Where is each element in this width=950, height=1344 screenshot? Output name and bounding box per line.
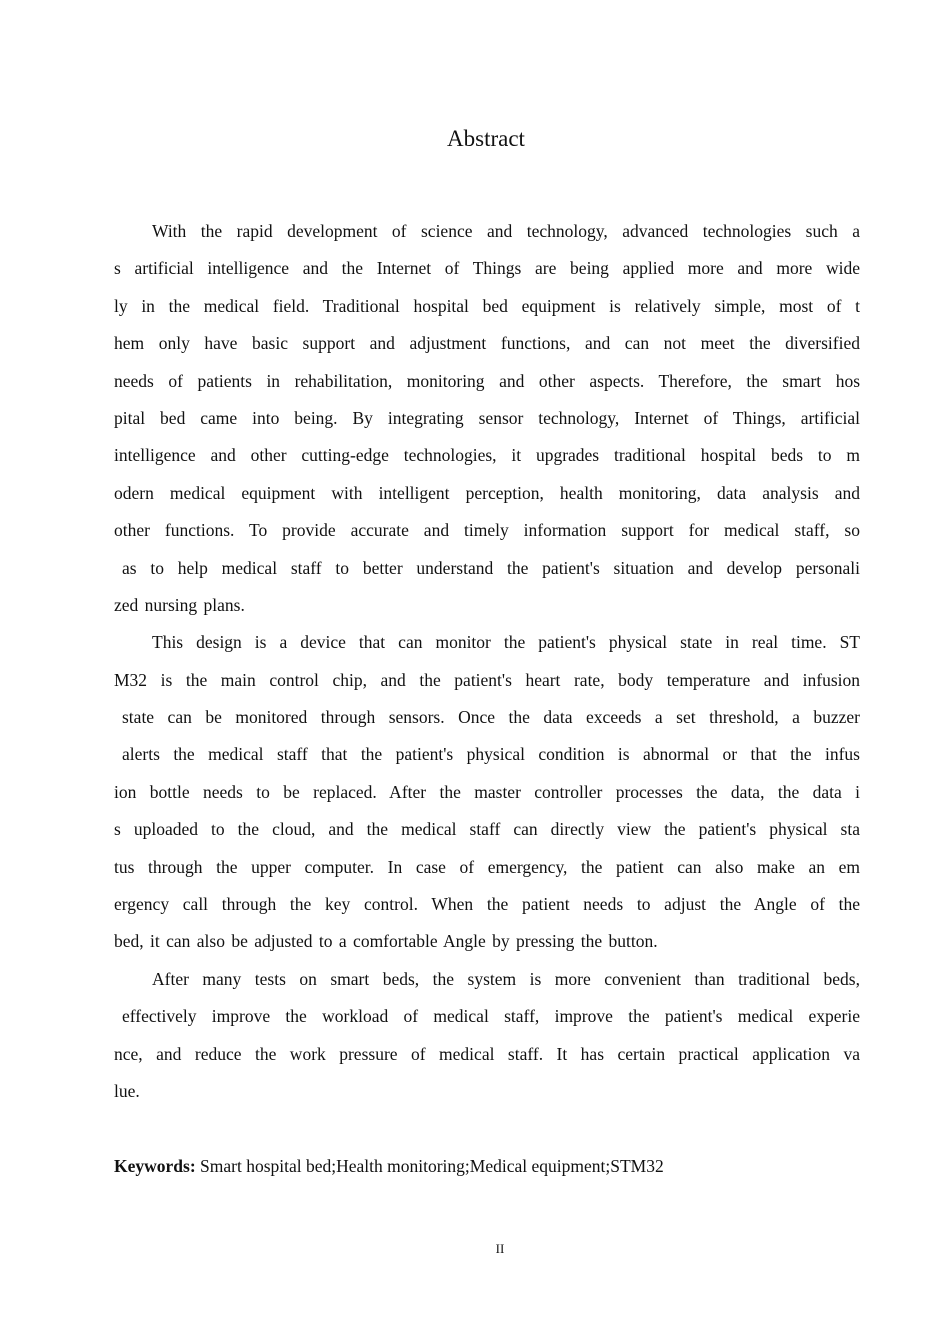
paragraph-3-line: nce, and reduce the work pressure of medical staff. It has certain practical application va [114,1043,860,1064]
paragraph-1-line: hem only have basic support and adjustment functions, and can not meet the diversified [114,333,860,354]
page-title: Abstract [447,126,525,151]
page-number: II [495,1241,505,1256]
paragraph-3-line: effectively improve the workload of medical staff, improve the patient's medical experie [122,1006,860,1027]
paragraph-1-line: ly in the medical field. Traditional hospital bed equipment is relatively simple, most of t [114,295,860,316]
paragraph-2-line: This design is a device that can monitor the patient's physical state in real time. ST [152,632,860,653]
paragraph-1-line: pital bed came into being. By integrating sensor technology, Internet of Things, artificial [114,407,860,428]
paragraph-2-line: state can be monitored through sensors. Once the data exceeds a set threshold, a buzzer [122,707,860,728]
paragraph-1-line: other functions. To provide accurate and timely information support for medical staff, so [114,520,860,541]
paragraph-2-line: ergency call through the key control. When the patient needs to adjust the Angle of the [114,894,860,915]
keywords-text: Smart hospital bed;Health monitoring;Medical equipment;STM32 [200,1156,664,1176]
keywords-label: Keywords: [114,1156,196,1176]
paragraph-1-line: zed nursing plans. [114,594,245,615]
paragraph-2-line: M32 is the main control chip, and the patient's heart rate, body temperature and infusion [114,669,860,690]
paragraph-1-line: needs of patients in rehabilitation, monitoring and other aspects. Therefore, the smart hos [114,370,860,391]
paragraph-1-line: intelligence and other cutting-edge technologies, it upgrades traditional hospital beds to m [114,445,860,466]
paragraph-2-line: alerts the medical staff that the patient's physical condition is abnormal or that the infus [122,744,860,765]
paragraph-2-line: s uploaded to the cloud, and the medical staff can directly view the patient's physical sta [114,819,860,840]
paragraph-3-line: After many tests on smart beds, the system is more convenient than traditional beds, [152,968,860,989]
paragraph-1-line: s artificial intelligence and the Internet of Things are being applied more and more wide [114,258,860,279]
paragraph-3-line: lue. [114,1080,140,1101]
paragraph-1-line: With the rapid development of science and technology, advanced technologies such a [152,221,860,241]
keywords [114,1152,860,1180]
paragraph-2-line: ion bottle needs to be replaced. After the master controller processes the data, the data i [114,781,860,802]
abstract-body [114,213,860,1110]
paragraph-2-line: bed, it can also be adjusted to a comfortable Angle by pressing the button. [114,931,658,952]
paragraph-2-line: tus through the upper computer. In case of emergency, the patient can also make an em [114,856,860,877]
paragraph-1-line: as to help medical staff to better understand the patient's situation and develop personali [122,557,860,578]
paragraph-1-line: odern medical equipment with intelligent perception, health monitoring, data analysis and [114,482,860,503]
